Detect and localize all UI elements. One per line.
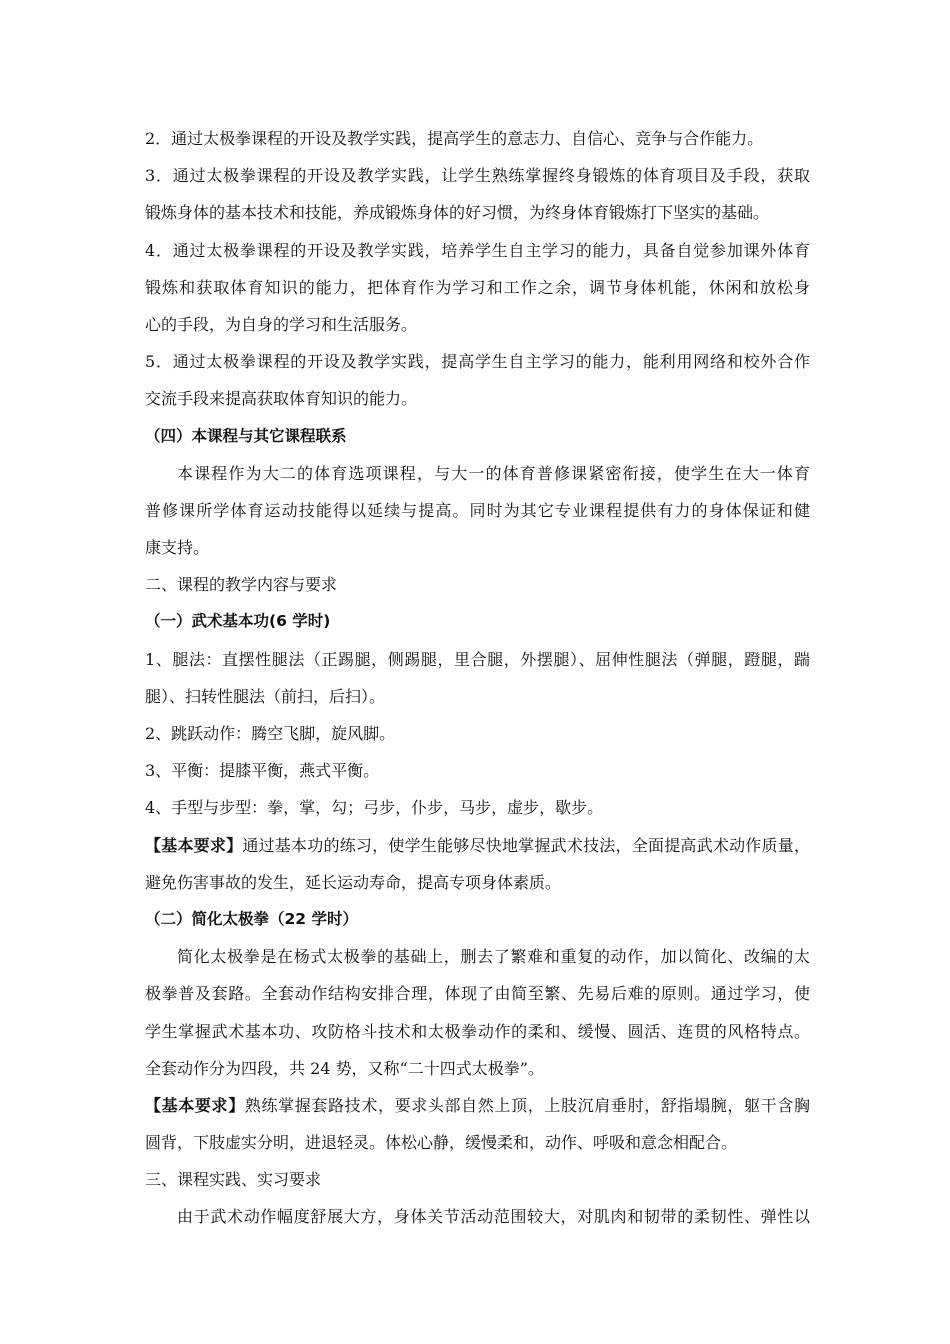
document-body <box>145 120 810 1236</box>
text-line: 心的手段，为自身的学习和生活服务。 <box>145 314 418 334</box>
requirement-label: 【基本要求】 <box>145 835 243 855</box>
text-line: 学生掌握武术基本功、攻防格斗技术和太极拳动作的柔和、缓慢、圆活、连贯的风格特点。 <box>145 1021 810 1041</box>
text-line: 交流手段来提高获取体育知识的能力。 <box>145 389 418 409</box>
text-line: 极拳普及套路。全套动作结构安排合理，体现了由简至繁、先易后难的原则。通过学习，使 <box>145 984 810 1004</box>
text-line: 圆背，下肢虚实分明，进退轻灵。体松心静，缓慢柔和，动作、呼吸和意念相配合。 <box>145 1133 738 1153</box>
text-line: 1、腿法：直摆性腿法（正踢腿，侧踢腿，里合腿，外摆腿）、屈伸性腿法（弹腿，蹬腿，踹 <box>145 649 810 669</box>
text-line: 腿）、扫转性腿法（前扫，后扫）。 <box>145 686 386 706</box>
text-line: 锻炼身体的基本技术和技能，养成锻炼身体的好习惯，为终身体育锻炼打下坚实的基础。 <box>145 203 770 223</box>
text-line: 3．通过太极拳课程的开设及教学实践，让学生熟练掌握终身锻炼的体育项目及手段，获取 <box>145 166 810 186</box>
requirement-text: 熟练掌握套路技术，要求头部自然上顶，上肢沉肩垂肘，舒指塌腕，躯干含胸 <box>244 1095 810 1115</box>
text-line: 康支持。 <box>145 538 210 558</box>
text-line: 2．通过太极拳课程的开设及教学实践，提高学生的意志力、自信心、竞争与合作能力。 <box>145 129 764 148</box>
text-line: 锻炼和获取体育知识的能力，把体育作为学习和工作之余，调节身体机能，休闲和放松身 <box>145 277 810 297</box>
section-heading: （四）本课程与其它课程联系 <box>145 426 347 445</box>
section-heading: （二）简化太极拳（22 学时） <box>145 909 358 928</box>
text-line: 本课程作为大二的体育选项课程，与大一的体育普修课紧密衔接，使学生在大一体育 <box>177 463 810 483</box>
section-heading: （一）武术基本功(6 学时) <box>145 612 331 631</box>
text-line: 二、课程的教学内容与要求 <box>145 575 338 595</box>
text-line: 3、平衡：提膝平衡，燕式平衡。 <box>145 761 380 781</box>
text-line: 全套动作分为四段，共 24 势，又称“二十四式太极拳”。 <box>145 1058 544 1078</box>
requirement-label: 【基本要求】 <box>145 1095 245 1115</box>
text-line: 5．通过太极拳课程的开设及教学实践，提高学生自主学习的能力，能利用网络和校外合作 <box>145 352 810 372</box>
requirement-line <box>145 1087 810 1124</box>
text-line: 普修课所学体育运动技能得以延续与提高。同时为其它专业课程提供有力的身体保证和健 <box>145 500 810 520</box>
text-line: 4、手型与步型：拳，掌，勾；弓步，仆步，马步，虚步，歇步。 <box>145 798 604 818</box>
text-line: 2、跳跃动作：腾空飞脚，旋风脚。 <box>145 724 396 743</box>
requirement-line <box>145 827 810 864</box>
text-line: 由于武术动作幅度舒展大方，身体关节活动范围较大，对肌肉和韧带的柔韧性、弹性以 <box>177 1207 810 1227</box>
text-line: 简化太极拳是在杨式太极拳的基础上，删去了繁难和重复的动作，加以简化、改编的太 <box>177 947 810 967</box>
text-line: 避免伤害事故的发生，延长运动寿命，提高专项身体素质。 <box>145 872 562 892</box>
text-line: 4．通过太极拳课程的开设及教学实践，培养学生自主学习的能力，具备自觉参加课外体育 <box>145 240 810 260</box>
requirement-text: 通过基本功的练习，使学生能够尽快地掌握武术技法，全面提高武术动作质量， <box>242 835 810 855</box>
text-line: 三、课程实践、实习要求 <box>145 1170 322 1190</box>
